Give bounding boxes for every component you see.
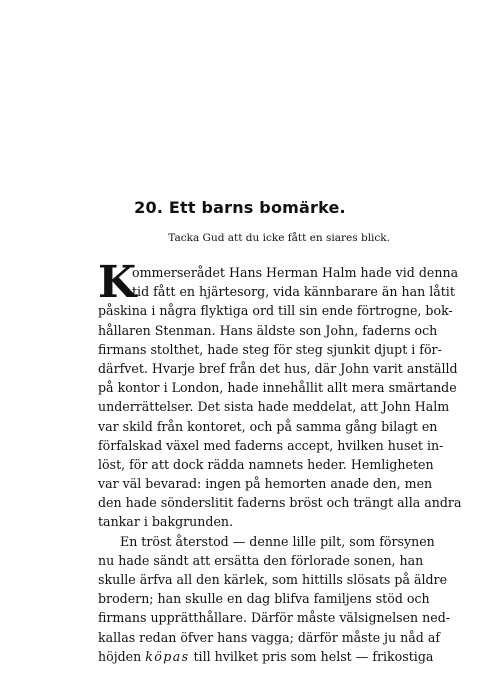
chapter-title: 20. Ett barns bomärke. <box>134 198 346 217</box>
text-line: löst, för att dock rädda namnets heder. Hemligheten <box>98 456 434 472</box>
chapter-epigraph: Tacka Gud att du icke fått en siares blick. <box>168 232 390 244</box>
text-line: firmans upprätthållare. Därför måste välsignelsen ned- <box>98 610 451 626</box>
text-line: ommerserådet Hans Herman Halm hade vid denna <box>132 265 459 280</box>
body-text <box>98 257 462 666</box>
text-line: underrättelser. Det sista hade meddelat, att John Halm <box>98 399 450 415</box>
text-line: var skild från kontoret, och på samma gång bilagt en <box>98 418 438 434</box>
text-line: hållaren Stenman. Hans äldste son John, faderns och <box>98 322 438 338</box>
text-line <box>98 647 434 666</box>
text-line: brodern; han skulle en dag blifva familjens stöd och <box>98 591 430 607</box>
drop-cap: K <box>98 257 137 308</box>
text-fragment: till hvilket pris som helst — frikostiga <box>189 648 434 664</box>
emphasized-word: köpas <box>145 648 190 664</box>
text-line: firmans stolthet, hade steg för steg sjunkit djupt i för- <box>98 341 442 357</box>
text-line: påskina i några flyktiga ord till sin ende förtrogne, bok- <box>98 303 453 319</box>
text-line: En tröst återstod — denne lille pilt, som försynen <box>120 533 435 549</box>
text-line: på kontor i London, hade innehållit allt mera smärtande <box>98 380 457 396</box>
text-line: tankar i bakgrunden. <box>98 514 234 530</box>
text-fragment: höjden <box>98 648 146 664</box>
text-line: den hade sönderslitit faderns bröst och trängt alla andra <box>98 495 462 511</box>
text-line: var väl bevarad: ingen på hemorten anade den, men <box>98 476 433 492</box>
text-line: förfalskad växel med faderns accept, hvilken huset in- <box>98 437 444 453</box>
text-line: tid fått en hjärtesorg, vida kännbarare än han låtit <box>132 284 455 300</box>
text-line: därfvet. Hvarje bref från det hus, där John varit anställd <box>98 360 458 376</box>
text-line: kallas redan öfver hans vagga; därför måste ju nåd af <box>98 629 441 645</box>
text-line: skulle ärfva all den kärlek, som hittills slösats på äldre <box>98 572 448 587</box>
text-line: nu hade sändt att ersätta den förlorade sonen, han <box>98 552 424 568</box>
